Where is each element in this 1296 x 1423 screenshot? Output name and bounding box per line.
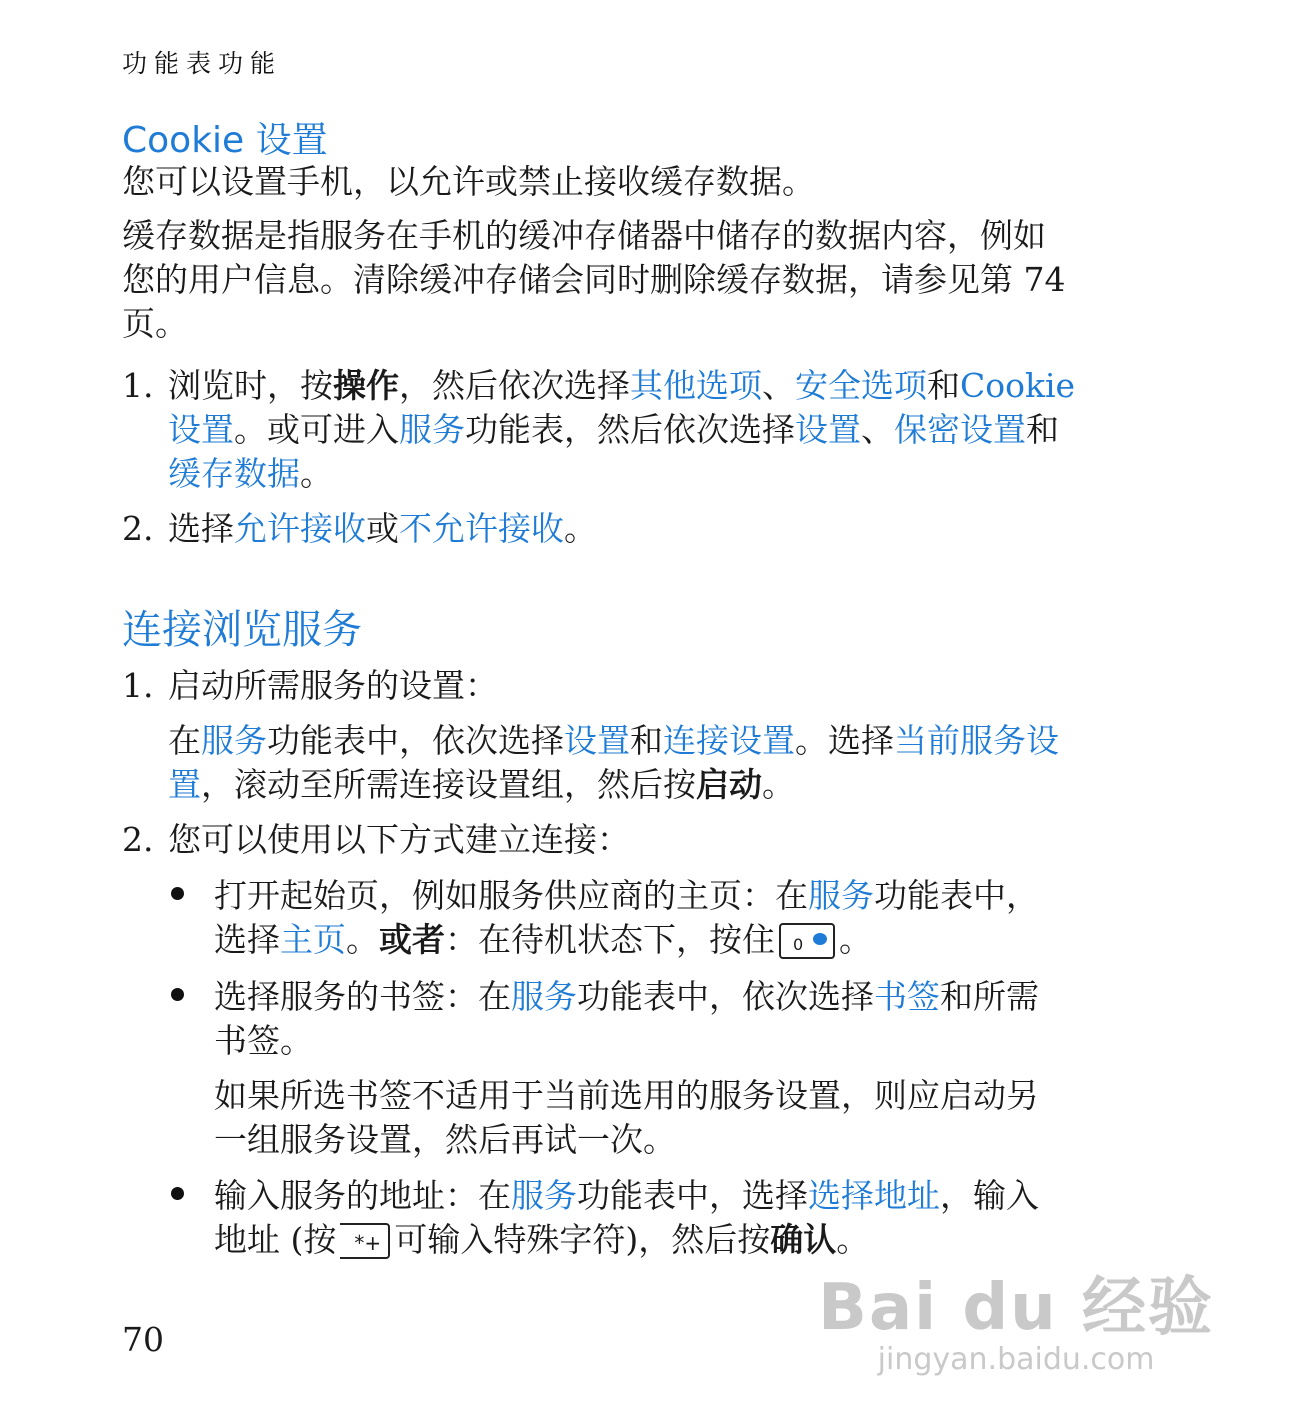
emphasis: 或者 bbox=[379, 920, 445, 959]
menu-link[interactable]: 缓存数据 bbox=[168, 454, 300, 493]
menu-link[interactable]: 设置 bbox=[564, 721, 630, 760]
paragraph-line: 页。 bbox=[122, 304, 188, 343]
running-header: 功能表功能 bbox=[122, 49, 283, 78]
star-key-icon: *+ bbox=[340, 1223, 390, 1259]
menu-link[interactable]: 保密设置 bbox=[894, 410, 1026, 449]
menu-link[interactable]: 服务 bbox=[808, 876, 874, 915]
menu-link[interactable]: 主页 bbox=[280, 920, 346, 959]
connect-step-2: 您可以使用以下方式建立连接： bbox=[168, 820, 630, 859]
bullet-homepage: 打开起始页，例如服务供应商的主页：在服务功能表中， 选择主页。或者：在待机状态下，按住 0 。 bbox=[214, 876, 1039, 959]
menu-link[interactable]: 服务 bbox=[511, 977, 577, 1016]
menu-link[interactable]: 其他选项 bbox=[630, 366, 762, 405]
menu-link[interactable]: 不允许接收 bbox=[399, 509, 564, 548]
menu-link[interactable]: 设置 bbox=[168, 410, 234, 449]
paragraph-intro: 您可以设置手机，以允许或禁止接收缓存数据。 bbox=[122, 162, 815, 201]
baidu-watermark bbox=[818, 1256, 1214, 1377]
bullet-icon bbox=[171, 887, 184, 900]
step-2: 选择允许接收或不允许接收。 bbox=[168, 509, 597, 548]
paragraph-line: 您的用户信息。清除缓冲存储会同时删除缓存数据，请参见第 74 bbox=[122, 260, 1066, 299]
watermark-url: jingyan.baidu.com bbox=[877, 1342, 1155, 1377]
menu-link[interactable]: 安全选项 bbox=[795, 366, 927, 405]
key-label: 操作 bbox=[333, 366, 399, 405]
page-number: 70 bbox=[122, 1320, 164, 1359]
step-number: 1. bbox=[122, 666, 154, 705]
menu-link[interactable]: Cookie bbox=[960, 366, 1076, 405]
step-number: 2. bbox=[122, 509, 154, 548]
step-1: 浏览时，按操作，然后依次选择其他选项、安全选项和Cookie 设置。或可进入服务功能表，然后依次选择设置、保密设置和 缓存数据。 bbox=[168, 366, 1076, 493]
connect-step-1-detail: 在服务功能表中，依次选择设置和连接设置。选择当前服务设 置，滚动至所需连接设置组，然后按启动。 bbox=[168, 721, 1059, 804]
watermark-logo: Bai du 经验 bbox=[818, 1271, 1214, 1345]
menu-link[interactable]: 书签 bbox=[874, 977, 940, 1016]
key-label: 确认 bbox=[770, 1220, 837, 1259]
bullet-icon bbox=[171, 988, 184, 1001]
key-label: 启动 bbox=[696, 765, 762, 804]
menu-link[interactable]: 服务 bbox=[399, 410, 465, 449]
menu-link[interactable]: 设置 bbox=[795, 410, 861, 449]
bullet-address: 输入服务的地址：在服务功能表中，选择选择地址，输入 地址 (按 *+ 可输入特殊字符)，然后按确认。 bbox=[214, 1176, 1039, 1259]
menu-link[interactable]: 置 bbox=[168, 765, 201, 804]
menu-link[interactable]: 当前服务设 bbox=[894, 721, 1059, 760]
menu-link[interactable]: 允许接收 bbox=[234, 509, 366, 548]
connect-step-1: 启动所需服务的设置： bbox=[168, 666, 498, 705]
step-number: 1. bbox=[122, 366, 154, 405]
zero-key-icon: 0 bbox=[779, 923, 835, 959]
paragraph-line: 缓存数据是指服务在手机的缓冲存储器中储存的数据内容，例如 bbox=[122, 216, 1046, 255]
menu-link[interactable]: 服务 bbox=[511, 1176, 577, 1215]
bullet-bookmark: 选择服务的书签：在服务功能表中，依次选择书签和所需 书签。 bbox=[214, 977, 1039, 1060]
menu-link[interactable]: 连接设置 bbox=[663, 721, 795, 760]
section-heading-cookie: Cookie 设置 bbox=[122, 120, 328, 161]
section-heading-connect: 连接浏览服务 bbox=[122, 607, 362, 653]
bullet-icon bbox=[171, 1187, 184, 1200]
bookmark-note: 如果所选书签不适用于当前选用的服务设置，则应启动另 一组服务设置，然后再试一次。 bbox=[214, 1076, 1039, 1159]
menu-link[interactable]: 选择地址 bbox=[808, 1176, 940, 1215]
menu-link[interactable]: 服务 bbox=[201, 721, 267, 760]
step-number: 2. bbox=[122, 820, 154, 859]
paragraph-cache bbox=[122, 214, 1065, 346]
